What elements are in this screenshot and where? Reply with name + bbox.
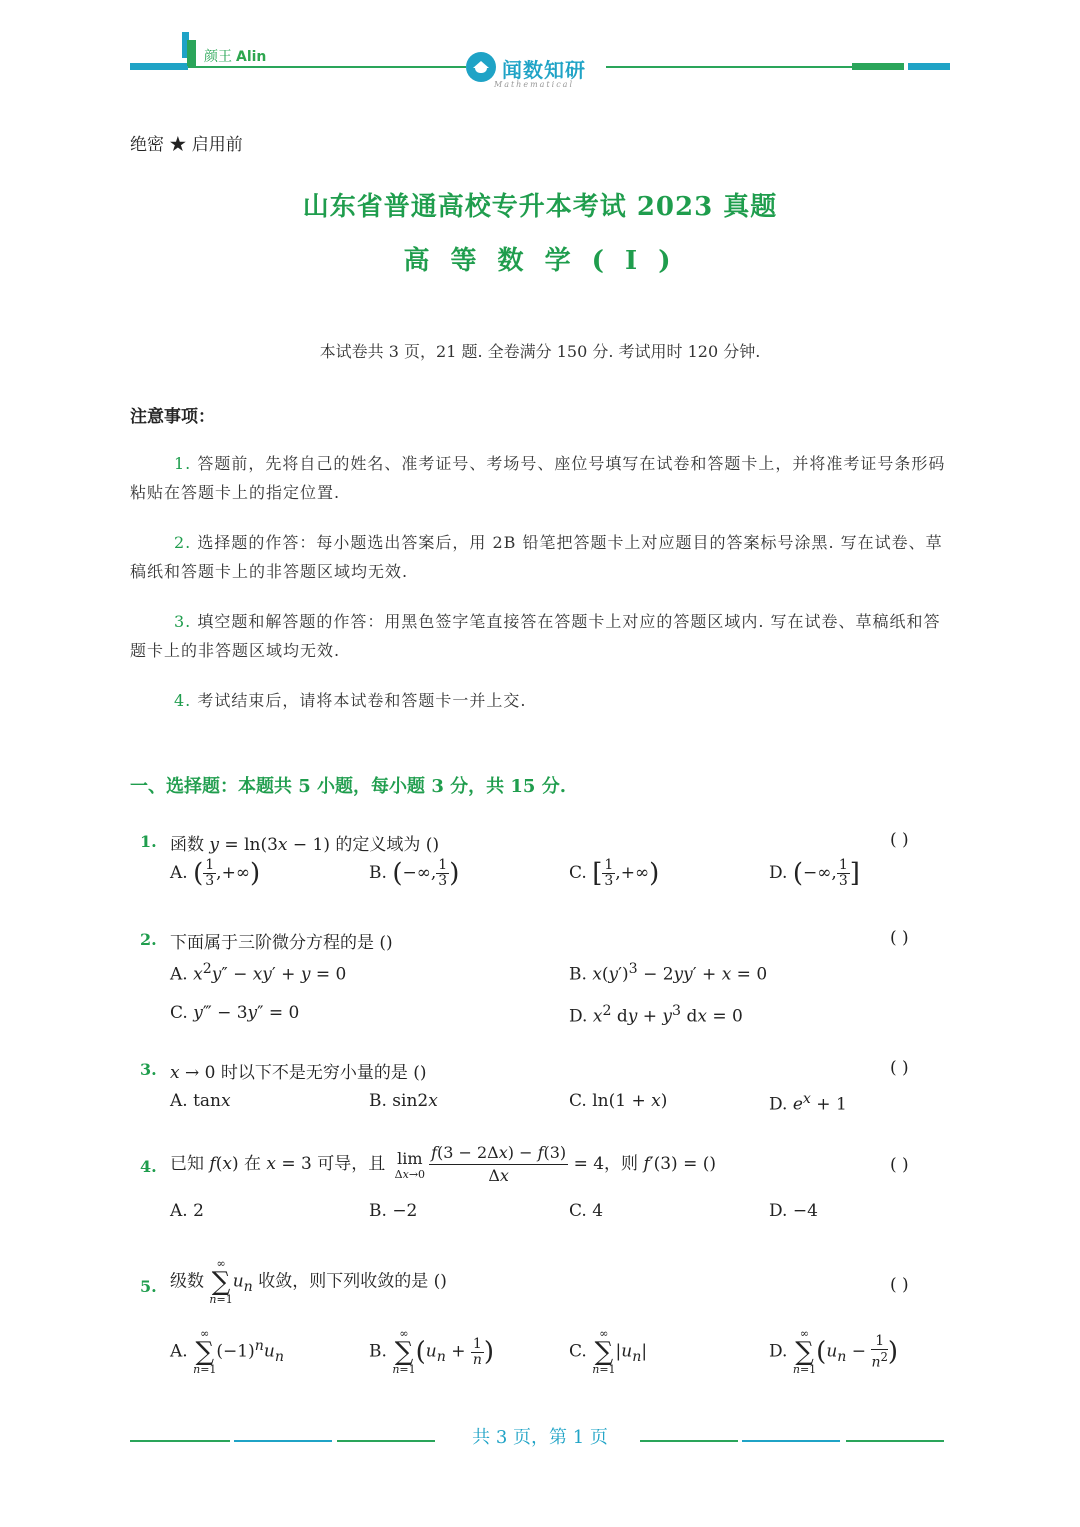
answer-parentheses: ( ) xyxy=(890,1058,909,1078)
answer-parentheses: ( ) xyxy=(890,1275,909,1295)
notice-item: 1. 答题前，先将自己的姓名、准考证号、考场号、座位号填写在试卷和答题卡上，并将准考证号条形码粘贴在答题卡上的指定位置. xyxy=(130,454,946,502)
brand-logo xyxy=(466,52,606,88)
exam-title: 山东省普通高校专升本考试 2023 真题 xyxy=(302,192,778,222)
notice-heading: 注意事项： xyxy=(130,407,215,427)
answer-parentheses: ( ) xyxy=(890,830,909,850)
graduation-cap-icon xyxy=(466,52,496,82)
question-number: 2. xyxy=(140,930,157,949)
header-rule-right xyxy=(606,66,852,68)
alin-logo xyxy=(182,30,292,70)
header-bar-blue-right xyxy=(908,63,950,70)
answer-parentheses: ( ) xyxy=(890,928,909,948)
option-b: B. ∞ ∑ n=1 ($u_n$ + $\frac{1}{n}$ ) xyxy=(369,1327,494,1376)
option-c: C. 4 xyxy=(569,1201,604,1221)
option-c: C. [ $\frac{1}{3}$ ,+∞) xyxy=(569,857,660,889)
option-c: C. ∞ ∑ n=1 $|u_n|$ xyxy=(569,1327,648,1376)
option-a: A. 2 xyxy=(170,1201,204,1221)
answer-parentheses: ( ) xyxy=(890,1155,909,1175)
question-text: 下面属于三阶微分方程的是 () xyxy=(170,933,393,953)
option-b: B. $x(y')^3 - 2yy' + x = 0$ xyxy=(569,961,768,985)
question-number: 3. xyxy=(140,1060,157,1079)
footer-rule xyxy=(640,1440,738,1442)
brand-subtitle: Mathematical xyxy=(494,80,574,89)
exam-subtitle: 高 等 数 学 ( I ) xyxy=(403,246,677,276)
logo-left-en: Alin xyxy=(236,49,267,65)
option-a: A. $x^2y'' - xy' + y = 0$ xyxy=(170,961,347,985)
option-c: C. ln(1 + x) xyxy=(569,1091,668,1111)
notice-item: 4. 考试结束后，请将本试卷和答题卡一并上交. xyxy=(174,691,527,710)
option-b: B. −2 xyxy=(369,1201,418,1221)
brand-name: 闻数知研 xyxy=(502,58,586,82)
section-heading: 一、选择题：本题共 5 小题，每小题 3 分，共 15 分. xyxy=(130,776,566,797)
notice-item: 2. 选择题的作答：每小题选出答案后，用 2B 铅笔把答题卡上对应题目的答案标号涂黑. 写在试卷、草稿纸和答题卡上的非答题区域均无效. xyxy=(130,533,943,581)
header-bar-green-right xyxy=(852,63,904,70)
question-text: 级数 ∞ ∑ n=1 $u_n$ 收敛，则下列收敛的是 () xyxy=(170,1257,447,1306)
page-footer: 共 3 页，第 1 页 xyxy=(472,1427,608,1448)
option-d: D. $e^x + 1$ xyxy=(769,1091,847,1115)
question-number: 1. xyxy=(140,832,157,851)
confidential-label: 绝密 ★ 启用前 xyxy=(130,135,243,155)
question-text: x → 0 时以下不是无穷小量的是 () xyxy=(170,1063,427,1083)
footer-rule xyxy=(742,1440,840,1442)
option-d: D. $x^2$ dy + $y^3$ dx = 0 xyxy=(569,1003,743,1027)
question-number: 4. xyxy=(140,1157,157,1176)
logo-left-cn: 颜王 xyxy=(204,49,232,65)
option-a: A. tanx xyxy=(170,1091,231,1111)
option-a: A. ( $\frac{1}{3}$ ,+∞) xyxy=(170,857,261,889)
option-a: A. ∞ ∑ n=1 $(-1)^nu_n$ xyxy=(170,1327,284,1376)
book-icon xyxy=(182,32,196,66)
page-header xyxy=(0,0,1080,100)
header-bar-blue-left xyxy=(130,63,188,70)
notice-item: 3. 填空题和解答题的作答：用黑色签字笔直接答在答题卡上对应的答题区域内. 写在试卷、草稿纸和答题卡上的非答题区域均无效. xyxy=(130,612,941,660)
option-b: B. (−∞, $\frac{1}{3}$ ) xyxy=(369,857,460,889)
option-d: D. ∞ ∑ n=1 ($u_n$ − $\frac{1}{n^2}$ ) xyxy=(769,1327,899,1376)
option-d: D. (−∞, $\frac{1}{3}$ ] xyxy=(769,857,860,889)
option-d: D. −4 xyxy=(769,1201,818,1221)
question-text: 函数 y = ln(3x − 1) 的定义域为 () xyxy=(170,835,440,855)
question-number: 5. xyxy=(140,1277,157,1296)
exam-intro: 本试卷共 3 页，21 题. 全卷满分 150 分. 考试用时 120 分钟. xyxy=(319,342,761,361)
footer-rule xyxy=(846,1440,944,1442)
question-text: 已知 f(x) 在 x = 3 可导，且 lim Δx→0 $\frac{f(3 - 2\Delta x) - f(3)}{\Delta x}$ = 4，则 f′(3) = () xyxy=(170,1143,717,1185)
option-b: B. sin2x xyxy=(369,1091,438,1111)
logo-left-text xyxy=(204,49,266,65)
option-c: C. y‴ − 3y″ = 0 xyxy=(170,1003,300,1023)
